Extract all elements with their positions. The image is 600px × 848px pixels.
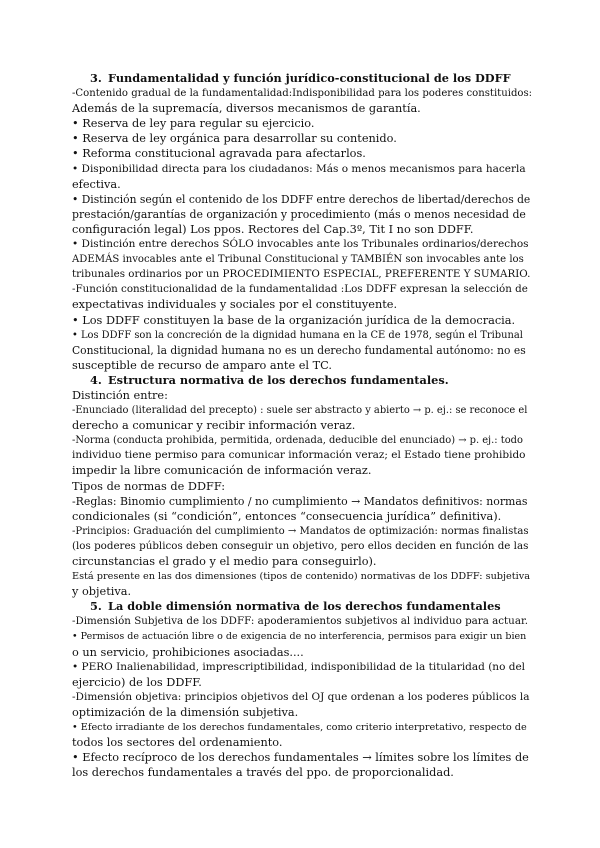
section-4-title: Estructura normativa de los derechos fundamentales. bbox=[108, 372, 449, 387]
text-line: condicionales (si “condición”, entonces “consecuencia jurídica” definitiva). bbox=[72, 509, 502, 523]
text-line: los derechos fundamentales a través del ppo. de proporcionalidad. bbox=[72, 766, 454, 780]
section-5-body bbox=[72, 614, 532, 780]
section-5-heading bbox=[72, 599, 532, 614]
bullet-line: • Reserva de ley orgánica para desarrollar su contenido. bbox=[72, 132, 397, 146]
text-line: -Contenido gradual de la fundamentalidad:Indisponibilidad para los poderes constituidos: bbox=[72, 88, 533, 100]
section-3-number: 3. bbox=[90, 71, 102, 85]
text-line: derecho a comunicar y recibir información veraz. bbox=[72, 419, 356, 433]
bullet-line: • Reserva de ley para regular su ejercicio. bbox=[72, 117, 315, 131]
text-line: (los poderes públicos deben conseguir un objetivo, pero ellos deciden en función de las bbox=[72, 539, 529, 552]
text-line: o un servicio, prohibiciones asociadas.... bbox=[72, 645, 304, 659]
bullet-line: • Los DDFF son la concreción de la dignidad humana en la CE de 1978, según el Tribunal bbox=[72, 329, 523, 341]
text-line: -Función constitucionalidad de la fundamentalidad :Los DDFF expresan la selección de bbox=[72, 283, 528, 296]
text-line: circunstancias el grado y el medio para conseguirlo). bbox=[72, 555, 377, 568]
text-line: susceptible de recurso de amparo ante el TC. bbox=[72, 358, 332, 372]
bullet-line: • Disponibilidad directa para los ciudadanos: Más o menos mecanismos para hacerla bbox=[72, 162, 526, 175]
text-line: y objetiva. bbox=[72, 585, 132, 599]
text-line: expectativas individuales y sociales por el constituyente. bbox=[72, 298, 398, 312]
text-line: individuo tiene permiso para comunicar información veraz; el Estado tiene prohibido bbox=[72, 449, 526, 462]
text-line: todos los sectores del ordenamiento. bbox=[72, 736, 283, 750]
section-4-body bbox=[72, 388, 532, 599]
text-line: Tipos de normas de DDFF: bbox=[72, 479, 226, 493]
text-line: ADEMÁS invocables ante el Tribunal Constitucional y TAMBIÉN son invocables ante los bbox=[72, 254, 524, 266]
bullet-line: • Permisos de actuación libre o de exigencia de no interferencia, permisos para exigir un bien bbox=[72, 631, 527, 643]
text-line: -Principios: Graduación del cumplimiento → Mandatos de optimización: normas finalistas bbox=[72, 525, 529, 537]
bullet-line: • Reforma constitucional agravada para afectarlos. bbox=[72, 147, 366, 161]
text-line: Constitucional, la dignidad humana no es un derecho fundamental autónomo: no es bbox=[72, 343, 526, 357]
bullet-line: • Efecto recíproco de los derechos fundamentales → límites sobre los límites de bbox=[72, 751, 529, 765]
bullet-line: • PERO Inalienabilidad, imprescriptibilidad, indisponibilidad de la titularidad (no del bbox=[72, 660, 526, 673]
text-line: Está presente en las dos dimensiones (tipos de contenido) normativas de los DDFF: subjetiva bbox=[72, 571, 530, 583]
section-5-number: 5. bbox=[90, 599, 102, 614]
text-line: -Enunciado (literalidad del precepto) : suele ser abstracto y abierto → p. ej.: se reconoce el bbox=[72, 405, 528, 417]
text-line: Además de la supremacía, diversos mecanismos de garantía. bbox=[72, 102, 421, 116]
text-line: -Dimensión objetiva: principios objetivos del OJ que ordenan a los poderes públicos la bbox=[72, 690, 530, 703]
section-5-title: La doble dimensión normativa de los derechos fundamentales bbox=[108, 599, 501, 614]
bullet-line: • Distinción entre derechos SÓLO invocables ante los Tribunales ordinarios/derechos bbox=[72, 238, 529, 251]
text-line: tribunales ordinarios por un PROCEDIMIENTO ESPECIAL, PREFERENTE Y SUMARIO. bbox=[72, 268, 531, 281]
bullet-line: • Efecto irradiante de los derechos fundamentales, como criterio interpretativo, respecto de bbox=[72, 722, 527, 734]
text-line: impedir la libre comunicación de información veraz. bbox=[72, 464, 372, 478]
document-page bbox=[72, 71, 532, 780]
text-line: optimización de la dimensión subjetiva. bbox=[72, 705, 299, 719]
text-line: Distinción entre: bbox=[72, 388, 168, 402]
section-3-heading bbox=[72, 71, 532, 86]
text-line: efectiva. bbox=[72, 177, 121, 191]
section-4-heading bbox=[72, 373, 532, 388]
text-line: -Dimensión Subjetiva de los DDFF: apoderamientos subjetivos al individuo para actuar. bbox=[72, 615, 529, 628]
bullet-line: • Distinción según el contenido de los DDFF entre derechos de libertad/derechos de bbox=[72, 192, 531, 206]
section-3-body bbox=[72, 86, 532, 373]
text-line: -Reglas: Binomio cumplimiento / no cumplimiento → Mandatos definitivos: normas bbox=[72, 494, 528, 508]
section-4-number: 4. bbox=[90, 372, 102, 387]
section-3-title: Fundamentalidad y función jurídico-constitucional de los DDFF bbox=[108, 71, 511, 85]
text-line: ejercicio) de los DDFF. bbox=[72, 675, 202, 689]
text-line: configuración legal) Los ppos. Rectores del Cap.3º, Tit I no son DDFF. bbox=[72, 222, 474, 236]
text-line: prestación/garantías de organización y procedimiento (más o menos necesidad de bbox=[72, 207, 526, 221]
bullet-line: • Los DDFF constituyen la base de la organización jurídica de la democracia. bbox=[72, 313, 516, 327]
text-line: -Norma (conducta prohibida, permitida, ordenada, deducible del enunciado) → p. ej.: todo bbox=[72, 435, 523, 447]
